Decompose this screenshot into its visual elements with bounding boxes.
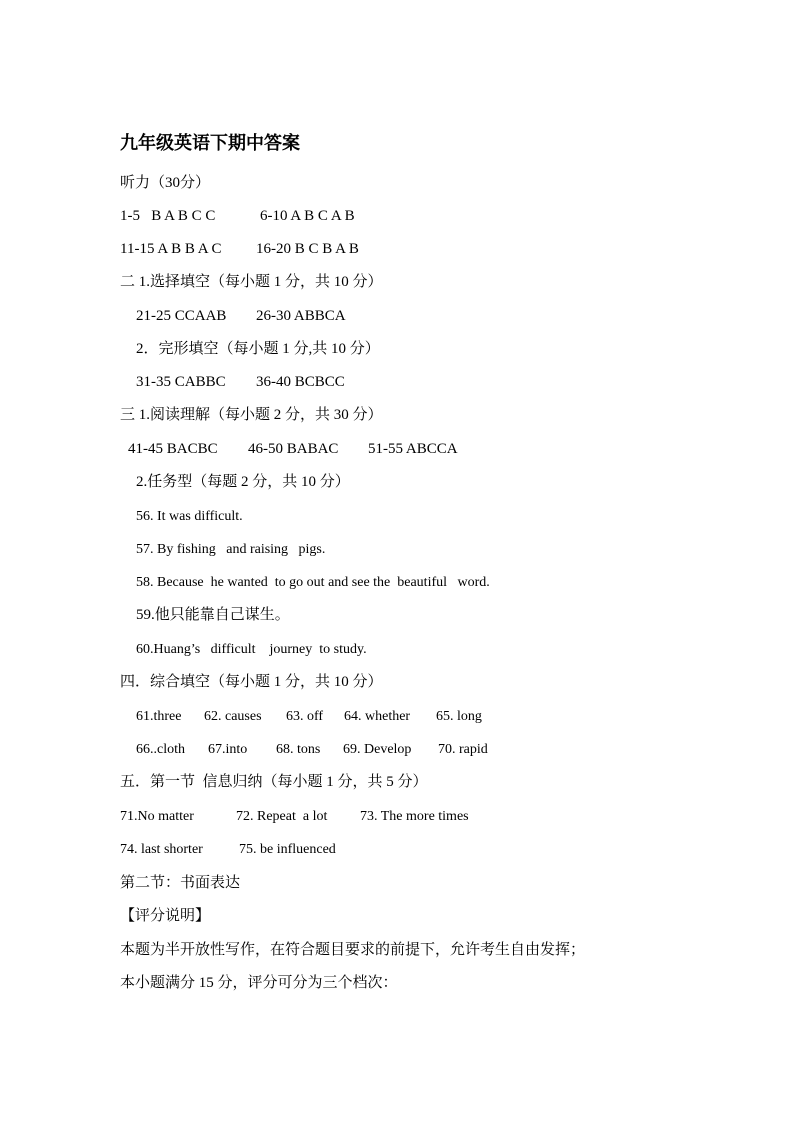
section-4-row-1 [136,707,696,727]
answer-item: 71.No matter [120,809,194,824]
answer-group: 46-50 BABAC [248,441,339,457]
section-5-heading: 五．第一节 信息归纳（每小题 1 分，共 5 分） [120,774,428,790]
scoring-criteria-heading: 【评分说明】 [120,908,211,924]
listening-heading: 听力（30分） [120,175,211,191]
answer-group: 51-55 ABCCA [368,441,458,457]
answer-item: 66..cloth [136,742,185,757]
section-4-heading: 四．综合填空（每小题 1 分，共 10 分） [120,674,383,690]
section-2-2-heading: 2．完形填空（每小题 1 分,共 10 分） [136,341,380,357]
answer-group: 21-25 CCAAB [136,308,227,324]
section-2-1-heading: 二 1.选择填空（每小题 1 分，共 10 分） [120,274,383,290]
listening-row-1 [120,206,720,226]
scoring-paragraph-2: 本小题满分 15 分，评分可分为三个档次： [120,975,398,991]
answer-item: 67.into [208,742,248,757]
answer-item: 73. The more times [360,809,469,824]
answer-group: 36-40 BCBCC [256,374,345,390]
answer-item: 70. rapid [438,742,488,757]
answer-59: 59.他只能靠自己谋生。 [136,607,290,623]
answer-item: 75. be influenced [239,842,336,857]
answer-item: 61.three [136,709,182,724]
answer-group: 1-5 B A B C C [120,208,216,224]
answer-58: 58. Because he wanted to go out and see the beautiful word. [136,575,490,590]
answer-group: 16-20 B C B A B [256,241,359,257]
answer-item: 68. tons [276,742,321,757]
answer-item: 63. off [286,709,324,724]
section-4-row-2 [136,740,696,760]
section-3-1-heading: 三 1.阅读理解（每小题 2 分，共 30 分） [120,407,383,423]
section-5-row-2 [120,840,720,860]
answer-57: 57. By fishing and raising pigs. [136,542,326,557]
answer-60: 60.Huang’s difficult journey to study. [136,642,367,657]
answer-item: 65. long [436,709,482,724]
answer-group: 11-15 A B B A C [120,241,222,257]
answer-item: 64. whether [344,709,411,724]
scoring-paragraph-1: 本题为半开放性写作，在符合题目要求的前提下，允许考生自由发挥； [120,942,586,958]
answer-group: 31-35 CABBC [136,374,226,390]
section-3-2-heading: 2.任务型（每题 2 分，共 10 分） [136,474,350,490]
answer-item: 74. last shorter [120,842,203,857]
answer-item: 62. causes [204,709,262,724]
section-3-1-row [128,439,688,459]
section-5-row-1 [120,807,720,827]
section-2-1-row [136,306,696,326]
listening-row-2 [120,239,720,259]
answer-item: 72. Repeat a lot [236,809,328,824]
answer-56: 56. It was difficult. [136,509,243,524]
answer-item: 69. Develop [343,742,412,757]
answer-group: 6-10 A B C A B [260,208,355,224]
answer-group: 26-30 ABBCA [256,308,346,324]
page-title: 九年级英语下期中答案 [120,133,300,153]
writing-section-heading: 第二节：书面表达 [120,875,241,891]
answer-group: 41-45 BACBC [128,441,218,457]
section-2-2-row [136,372,696,392]
